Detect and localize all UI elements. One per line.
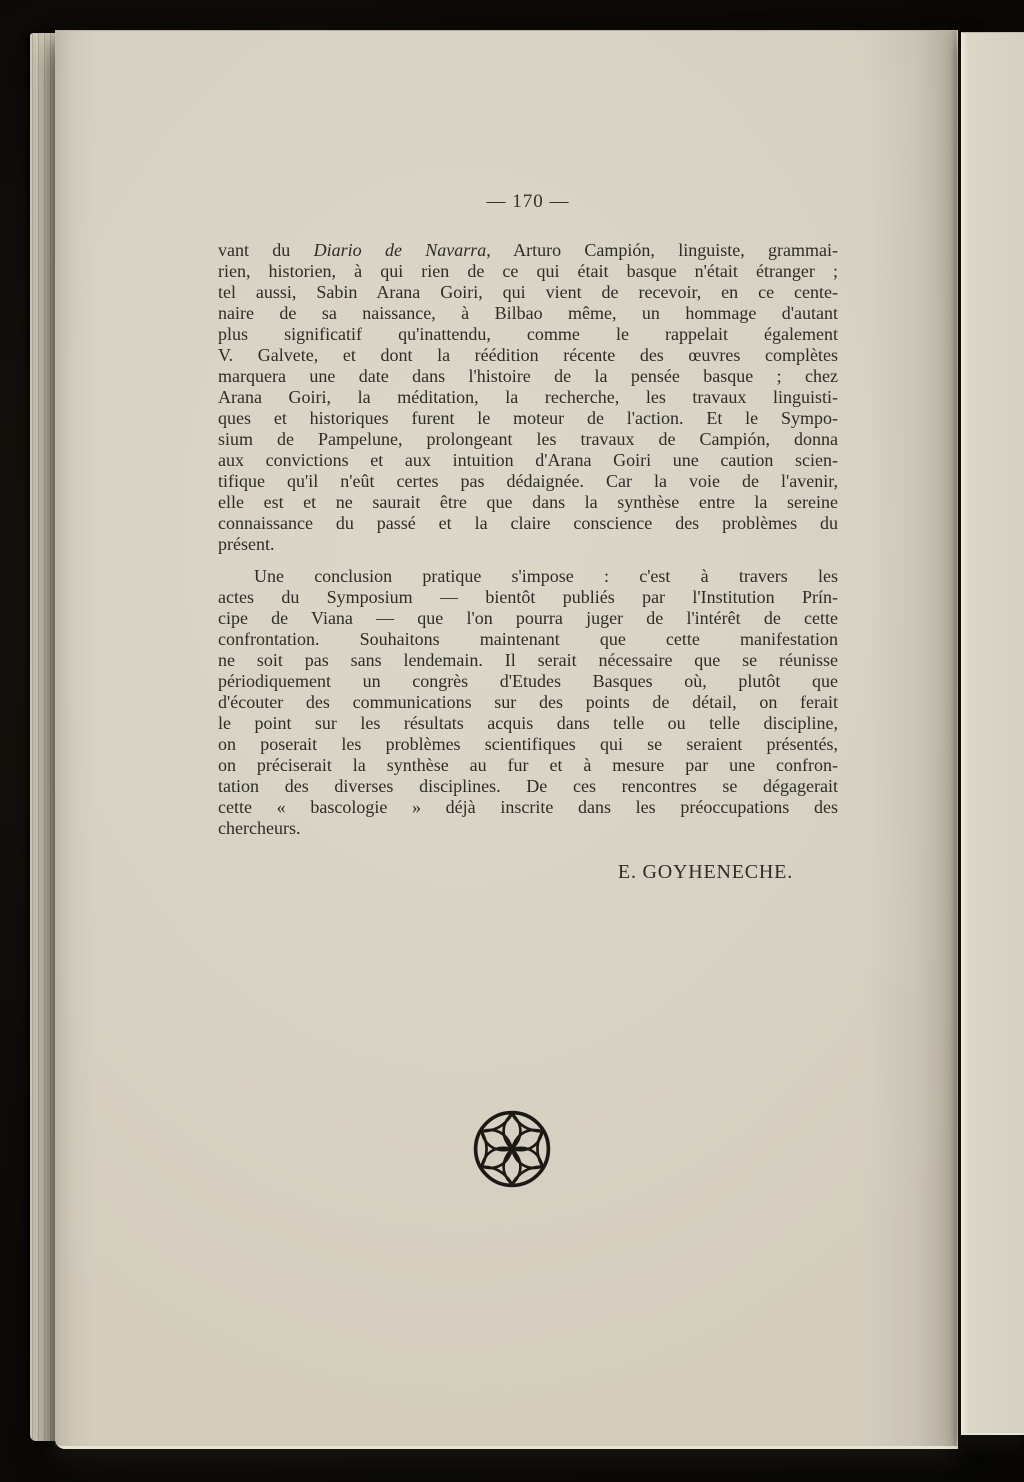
text-segment: aux convictions et aux intuition d'Arana Goiri une caution scien- xyxy=(218,450,838,470)
text-line xyxy=(218,534,838,555)
text-line xyxy=(218,608,838,629)
text-segment: cette « bascologie » déjà inscrite dans les préoccupations des xyxy=(218,797,838,817)
text-line xyxy=(218,240,838,261)
text-line xyxy=(218,818,838,839)
text-line xyxy=(218,324,838,345)
paragraph xyxy=(218,566,838,839)
text-segment: tifique qu'il n'eût certes pas dédaignée. Car la voie de l'avenir, xyxy=(218,471,838,491)
text-segment: on poserait les problèmes scientifiques qui se seraient présentés, xyxy=(218,734,838,754)
text-segment: d'écouter des communications sur des points de détail, on ferait xyxy=(218,692,838,712)
text-segment: le point sur les résultats acquis dans telle ou telle discipline, xyxy=(218,713,838,733)
gutter-shading xyxy=(868,31,958,1446)
text-line xyxy=(218,366,838,387)
text-segment: tel aussi, Sabin Arana Goiri, qui vient de recevoir, en ce cente- xyxy=(218,282,838,302)
text-segment: marquera une date dans l'histoire de la pensée basque ; chez xyxy=(218,366,838,386)
text-segment: naire de sa naissance, à Bilbao même, un hommage d'autant xyxy=(218,303,838,323)
stacked-page-edges xyxy=(30,33,58,1441)
hexafoil-rosette-ornament xyxy=(472,1109,552,1189)
text-segment: rien, historien, à qui rien de ce qui était basque n'était étranger ; xyxy=(218,261,838,281)
rosette-icon xyxy=(472,1109,552,1189)
italic-text: Diario de Navarra, xyxy=(313,240,491,260)
text-line xyxy=(218,387,838,408)
text-segment: périodiquement un congrès d'Etudes Basques où, plutôt que xyxy=(218,671,838,691)
text-line xyxy=(218,471,838,492)
text-line xyxy=(218,566,838,587)
text-segment: on préciserait la synthèse au fur et à mesure par une confron- xyxy=(218,755,838,775)
text-segment: elle est et ne saurait être que dans la synthèse entre la sereine xyxy=(218,492,838,512)
text-line xyxy=(218,797,838,818)
text-segment: chercheurs. xyxy=(218,818,301,838)
paragraph xyxy=(218,240,838,555)
text-line xyxy=(218,692,838,713)
book-page xyxy=(55,30,958,1449)
text-segment: Une conclusion pratique s'impose : c'est à travers les xyxy=(254,566,838,586)
text-line xyxy=(218,513,838,534)
text-line xyxy=(218,429,838,450)
left-edge-shading xyxy=(55,31,95,1446)
text-line xyxy=(218,408,838,429)
text-line xyxy=(218,587,838,608)
text-line xyxy=(218,734,838,755)
author-signature: E. GOYHENECHE. xyxy=(617,861,793,883)
text-line xyxy=(218,671,838,692)
text-segment: sium de Pampelune, prolongeant les travaux de Campión, donna xyxy=(218,429,838,449)
text-line xyxy=(218,345,838,366)
text-segment: confrontation. Souhaitons maintenant que cette manifestation xyxy=(218,629,838,649)
text-line xyxy=(218,450,838,471)
text-line xyxy=(218,650,838,671)
text-line xyxy=(218,282,838,303)
adjacent-page-strip xyxy=(961,32,1024,1435)
text-segment: présent. xyxy=(218,534,275,554)
text-line xyxy=(218,492,838,513)
text-segment: connaissance du passé et la claire conscience des problèmes du xyxy=(218,513,838,533)
page-number: — 170 — xyxy=(486,191,570,212)
text-segment: vant du xyxy=(218,240,314,260)
text-block xyxy=(218,240,838,883)
text-segment: cipe de Viana — que l'on pourra juger de l'intérêt de cette xyxy=(218,608,838,628)
text-segment: Arana Goiri, la méditation, la recherche, les travaux linguisti- xyxy=(218,387,838,407)
text-line xyxy=(218,303,838,324)
text-segment: Arturo Campión, linguiste, grammai- xyxy=(490,240,838,260)
text-segment: actes du Symposium — bientôt publiés par l'Institution Prín- xyxy=(218,587,838,607)
text-line xyxy=(218,261,838,282)
text-segment: ne soit pas sans lendemain. Il serait nécessaire que se réunisse xyxy=(218,650,838,670)
text-line xyxy=(218,776,838,797)
text-segment: plus significatif qu'inattendu, comme le rappelait également xyxy=(218,324,838,344)
text-line xyxy=(218,755,838,776)
text-segment: tation des diverses disciplines. De ces rencontres se dégagerait xyxy=(218,776,838,796)
text-segment: V. Galvete, et dont la réédition récente des œuvres complètes xyxy=(218,345,838,365)
text-segment: ques et historiques furent le moteur de l'action. Et le Sympo- xyxy=(218,408,838,428)
text-line xyxy=(218,713,838,734)
text-line xyxy=(218,629,838,650)
